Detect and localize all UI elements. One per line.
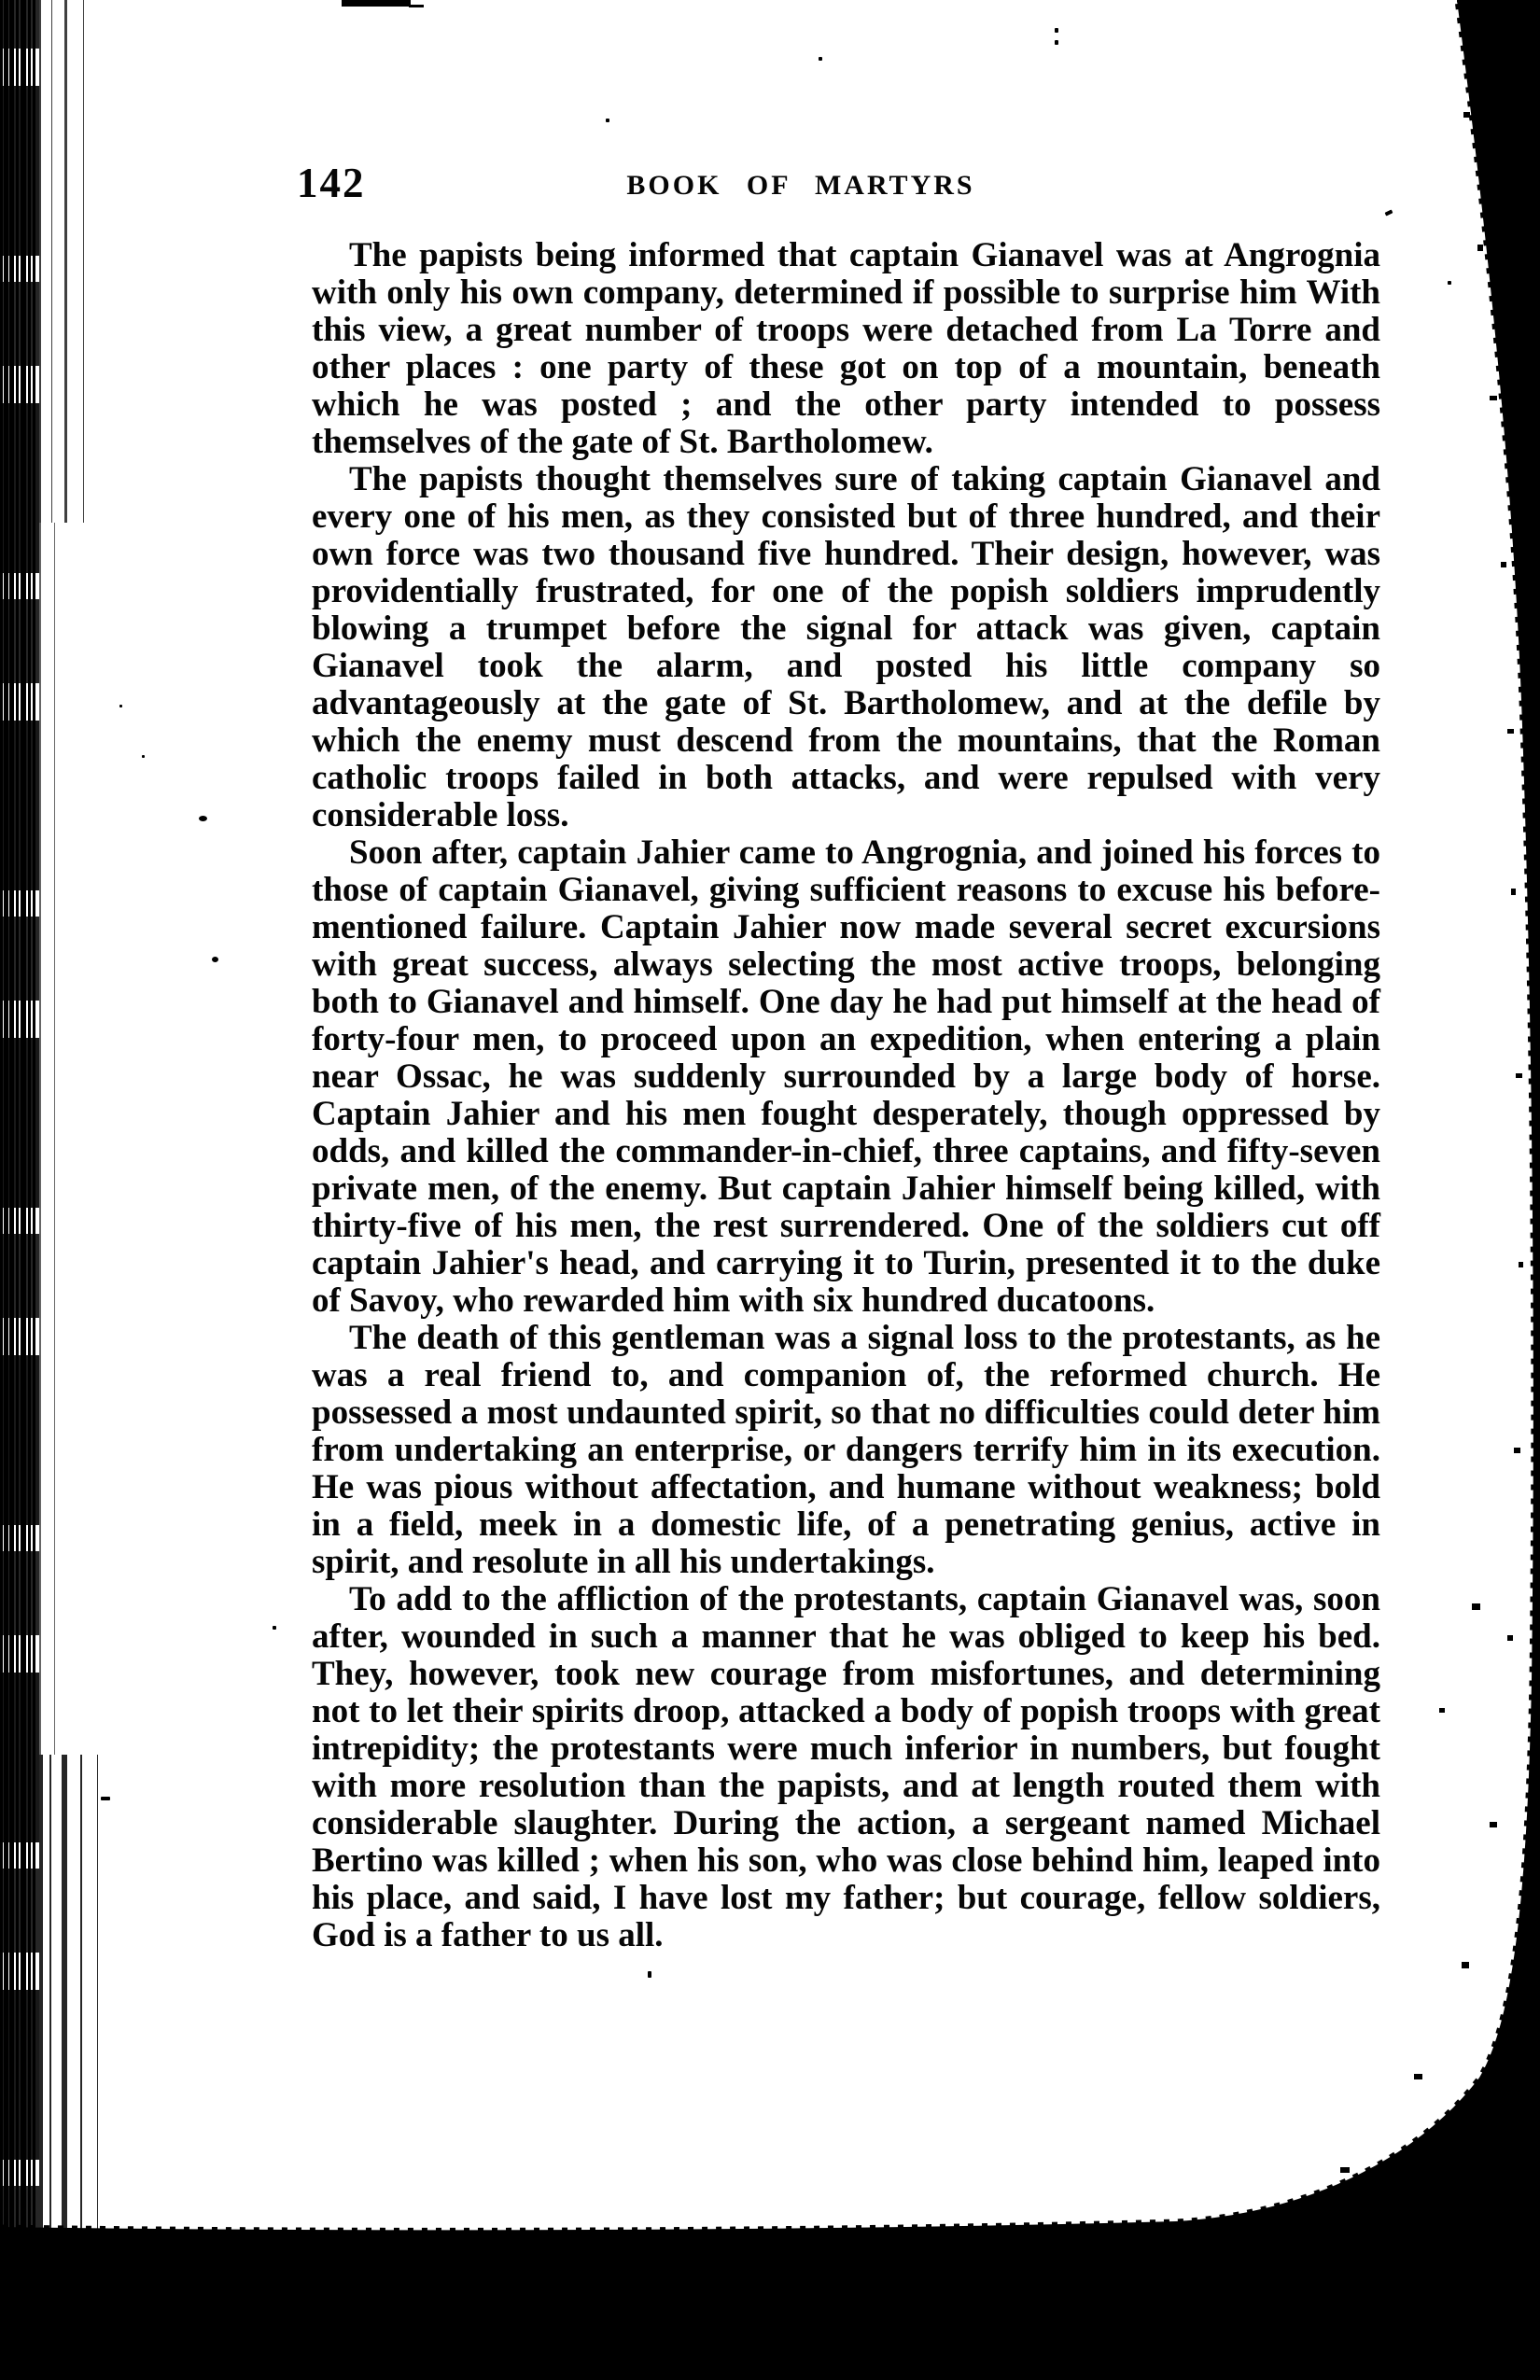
scan-speck-dot (119, 705, 122, 707)
scan-speck-dot (1448, 281, 1451, 285)
paragraph: To add to the affliction of the protestants, captain Gianavel was, soon after, wounded in such a manner that he was obliged to keep his bed. They, however, took new courage from misfortunes, and determining not to let their spirits droop, attacked a body of popish troops with great intrepidity; the protestants were much inferior in numbers, but fought with more resolution than the papists, and at length routed them with considerable slaughter. During the action, a sergeant named Michael Bertino was killed ; when his son, who was close behind him, leaped into his place, and said, I have lost my father; but courage, fellow soldiers, God is a father to us all. (312, 1580, 1380, 1954)
scan-speck-blot (212, 957, 218, 962)
scan-speck-dot (1055, 40, 1058, 45)
scan-speck-dot (142, 755, 145, 758)
paragraph: Soon after, captain Jahier came to Angrognia, and joined his forces to those of captain Gianavel, giving sufficient reasons to excuse his before-mentioned failure. Captain Jahier now made several secret excursions with great success, always selecting the most active troops, belonging both to Gianavel and himself. One day he had put himself at the head of forty-four men, to proceed upon an expedition, when entering a plain near Ossac, he was suddenly surrounded by a large body of horse. Captain Jahier and his men fought desperately, though oppressed by odds, and killed the commander-in-chief, three captains, and fifty-seven private men, of the enemy. But captain Jahier himself being killed, with thirty-five of his men, the rest surrendered. One of the soldiers cut off captain Jahier's head, and carrying it to Turin, presented it to the duke of Savoy, who rewarded him with six hundred ducatoons. (312, 833, 1380, 1320)
page-number: 142 (297, 160, 366, 206)
scan-speck-dot (273, 1626, 276, 1630)
running-head (297, 159, 1379, 215)
scan-speck-dot (606, 119, 609, 122)
scan-speck-dash (101, 1797, 110, 1800)
scan-speck-blot (199, 816, 207, 821)
paragraph: The death of this gentleman was a signal loss to the protestants, as he was a real friend to, and companion of, the reformed church. He possessed a most undaunted spirit, so that no difficulties could deter him from undertaking an enterprise, or dangers terrify him in its execution. He was pious without affectation, and humane without weakness; bold in a field, meek in a domestic life, of a penetrating genius, active in spirit, and resolute in all his undertakings. (312, 1319, 1380, 1581)
scan-speck-dot (1055, 28, 1058, 33)
page-body-text (312, 237, 1380, 1954)
scan-speck-comma (648, 1971, 651, 1978)
paragraph: The papists thought themselves sure of taking captain Gianavel and every one of his men, as they consisted but of three hundred, and their own force was two thousand five hundred. Their design, however, was providentially frustrated, for one of the popish soldiers imprudently blowing a trumpet before the signal for attack was given, captain Gianavel took the alarm, and posted his little company so advantageously at the gate of St. Bartholomew, and at the defile by which the enemy must descend from the mountains, that the Roman catholic troops failed in both attacks, and were repulsed with very considerable loss. (312, 460, 1380, 834)
scan-speck-dot (819, 57, 822, 61)
page-header-title: BOOK OF MARTYRS (626, 170, 975, 201)
paragraph: The papists being informed that captain Gianavel was at Angrognia with only his own company, determined if possible to surprise him With this view, a great number of troops were detached from La Torre and other places : one party of these got on top of a mountain, beneath which he was posted ; and the other party intended to possess themselves of the gate of St. Bartholomew. (312, 236, 1380, 461)
